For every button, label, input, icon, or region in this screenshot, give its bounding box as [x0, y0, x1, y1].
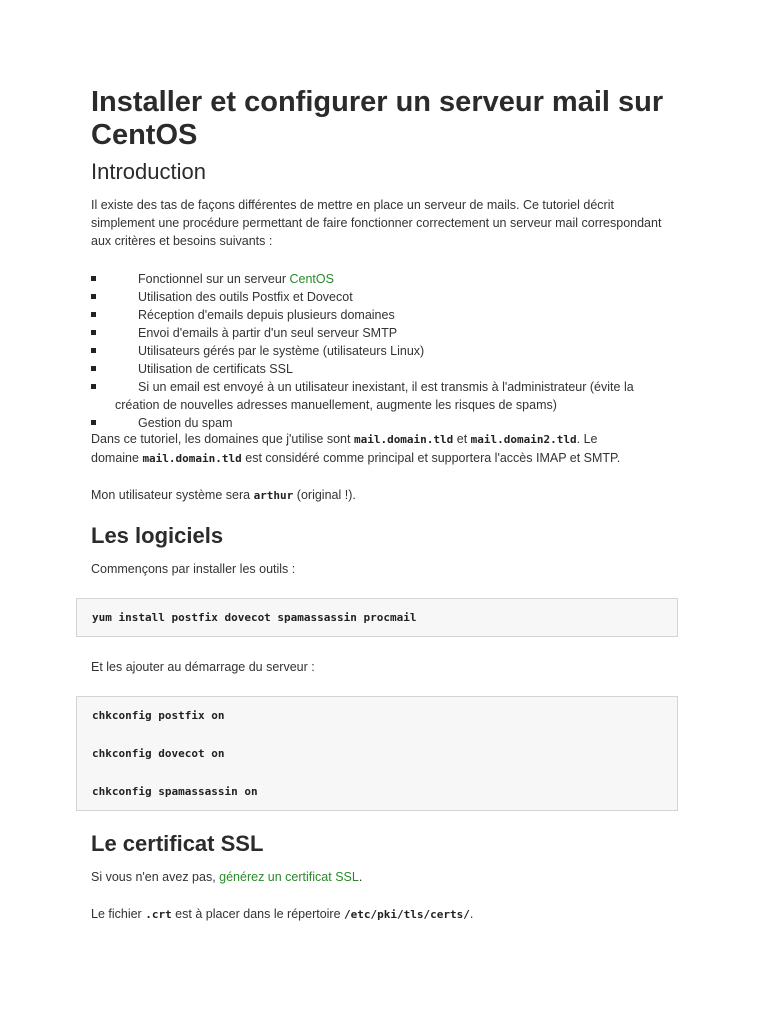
domain-code: mail.domain.tld — [353, 433, 454, 446]
ssl-text: . — [358, 870, 363, 884]
bullet-icon — [91, 348, 96, 353]
list-item-text: Fonctionnel sur un serveur — [138, 272, 290, 286]
bullet-icon — [91, 330, 96, 335]
domains-text: . Le — [576, 432, 598, 446]
code-line: chkconfig postfix on — [92, 709, 225, 722]
feature-list — [91, 270, 691, 432]
list-item-text: Gestion du spam — [138, 416, 233, 430]
bullet-icon — [91, 384, 96, 389]
chkconfig-code-block — [76, 696, 678, 811]
logiciels-heading: Les logiciels — [91, 523, 224, 548]
domain-code: mail.domain.tld — [142, 452, 242, 465]
user-paragraph — [91, 486, 356, 505]
intro-paragraph: Il existe des tas de façons différentes de mettre en place un serveur de mails. Ce tutoriel décrit simplement une procédure permettant de faire fonctionner correctement un serveur mail correspondant aux critères et besoins suivants : — [91, 198, 662, 248]
domains-text: Dans ce tutoriel, les domaines que j'utilise sont — [91, 432, 354, 446]
crt-text: est à placer dans le répertoire — [171, 907, 345, 921]
list-item — [91, 306, 691, 324]
list-item-text: Envoi d'emails à partir d'un seul serveur SMTP — [138, 326, 398, 340]
list-item — [91, 270, 691, 288]
ssl-heading: Le certificat SSL — [91, 831, 264, 856]
list-item — [91, 288, 691, 306]
list-item-text: Réception d'emails depuis plusieurs domaines — [138, 308, 395, 322]
code-line: chkconfig dovecot on — [92, 747, 225, 760]
list-item-text: Utilisation de certificats SSL — [138, 362, 293, 376]
crt-text: Le fichier — [91, 907, 146, 921]
code-line: chkconfig spamassassin on — [92, 785, 258, 798]
ssl-paragraph — [91, 868, 362, 886]
path-code: /etc/pki/tls/certs/ — [344, 908, 470, 921]
install-intro: Commençons par installer les outils : — [91, 562, 296, 576]
bullet-icon — [91, 420, 96, 425]
username-code: arthur — [253, 489, 294, 502]
centos-link[interactable]: CentOS — [289, 272, 334, 286]
list-item — [91, 360, 691, 378]
list-item-text-continued: création de nouvelles adresses manuellement, augmente les risques de spams) — [115, 398, 557, 412]
list-item — [91, 378, 691, 414]
list-item — [91, 342, 691, 360]
bullet-icon — [91, 312, 96, 317]
bullet-icon — [91, 366, 96, 371]
install-code-block — [76, 598, 678, 637]
crt-code: .crt — [145, 908, 172, 921]
code-line: yum install postfix dovecot spamassassin procmail — [92, 611, 417, 624]
domains-paragraph — [91, 430, 691, 468]
intro-heading: Introduction — [91, 159, 206, 184]
ssl-text: Si vous n'en avez pas, — [91, 870, 220, 884]
crt-text: . — [469, 907, 474, 921]
startup-intro: Et les ajouter au démarrage du serveur : — [91, 660, 315, 674]
list-item — [91, 324, 691, 342]
bullet-icon — [91, 294, 96, 299]
user-text: Mon utilisateur système sera — [91, 488, 254, 502]
list-item-text: Utilisation des outils Postfix et Dovecot — [138, 290, 353, 304]
user-text: (original !). — [293, 488, 356, 502]
crt-paragraph — [91, 905, 473, 924]
domains-text: est considéré comme principal et supportera l'accès IMAP et SMTP. — [241, 451, 621, 465]
generate-ssl-link[interactable]: générez un certificat SSL — [219, 870, 359, 884]
domain-code: mail.domain2.tld — [470, 433, 577, 446]
bullet-icon — [91, 276, 96, 281]
domains-text: domaine — [91, 451, 143, 465]
domains-text: et — [453, 432, 471, 446]
page-title: Installer et configurer un serveur mail sur CentOS — [91, 86, 664, 151]
list-item-text: Utilisateurs gérés par le système (utilisateurs Linux) — [138, 344, 425, 358]
list-item-text: Si un email est envoyé à un utilisateur inexistant, il est transmis à l'administrateur (évite la — [138, 380, 634, 394]
